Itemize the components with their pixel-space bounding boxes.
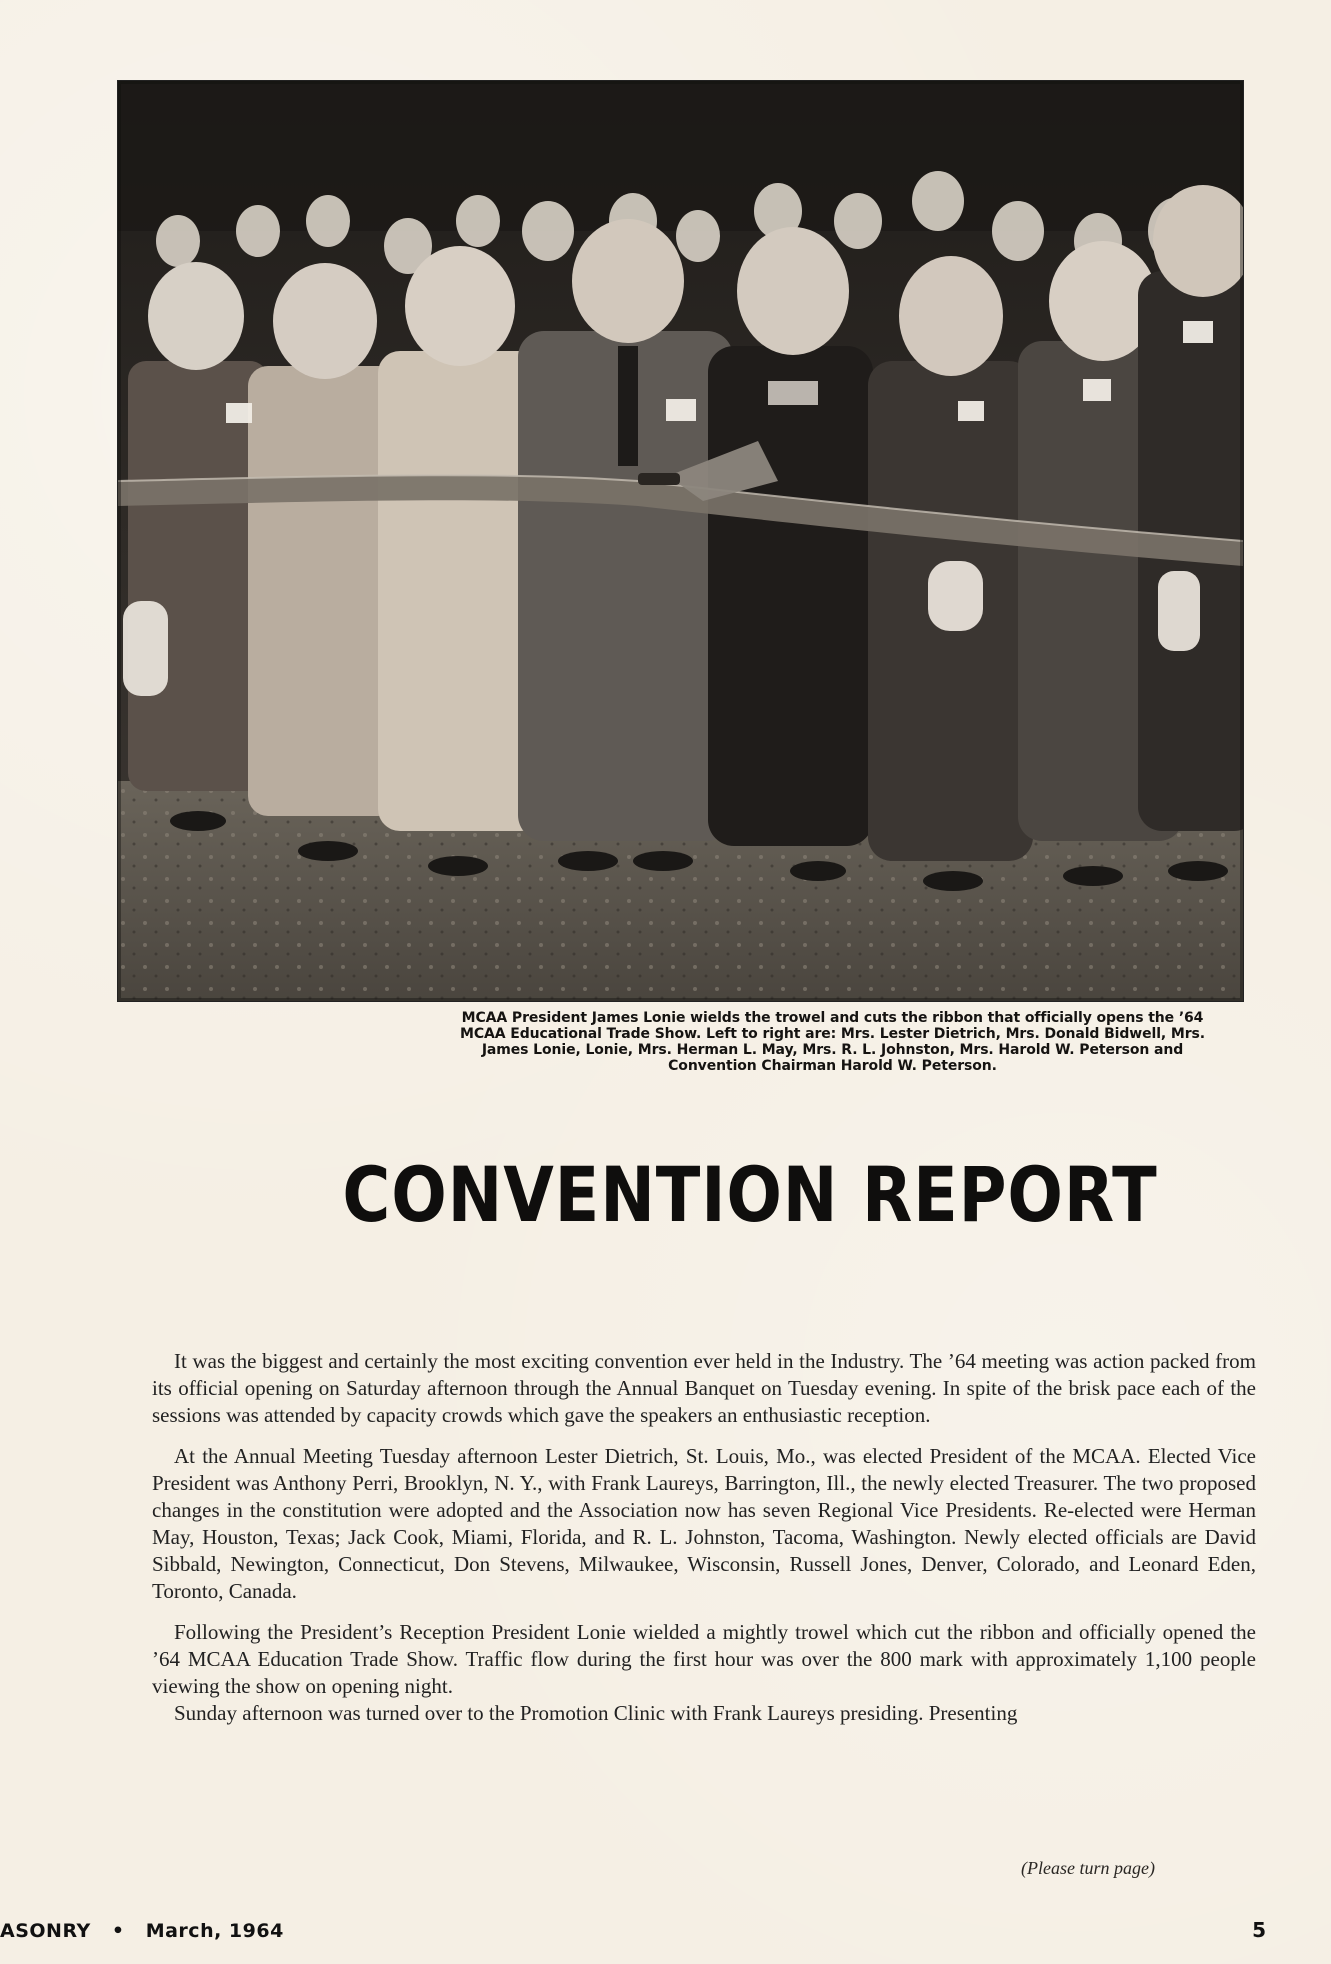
article-body xyxy=(152,1348,1256,1741)
caption-line-1: MCAA President James Lonie wields the trowel and cuts the ribbon that officially opens the ’64 xyxy=(461,1010,1204,1026)
photo-caption xyxy=(415,1010,1250,1074)
footer-publication-date xyxy=(0,1920,284,1942)
caption-line-2: MCAA Educational Trade Show. Left to right are: Mrs. Lester Dietrich, Mrs. Donald Bidwell, Mrs. xyxy=(460,1026,1205,1042)
photo-illustration xyxy=(118,81,1243,1001)
caption-line-3: James Lonie, Lonie, Mrs. Herman L. May, Mrs. R. L. Johnston, Mrs. Harold W. Peterson and xyxy=(481,1042,1184,1058)
publication-name: ASONRY xyxy=(0,1920,91,1942)
article-paragraph-1: It was the biggest and certainly the most exciting convention ever held in the Industry. The ’64 meeting was action packed from its official opening on Saturday afternoon through the Annual Banquet on Tuesday evening. In spite of the brisk pace each of the sessions was attended by capacity crowds which gave the speakers an enthusiastic reception. xyxy=(152,1349,1256,1427)
article-paragraph-4: Sunday afternoon was turned over to the Promotion Clinic with Frank Laureys presiding. Presenting xyxy=(174,1701,1018,1725)
publication-date: March, 1964 xyxy=(145,1920,284,1942)
turn-page-note: (Please turn page) xyxy=(1021,1858,1155,1878)
footer-bullet: • xyxy=(111,1920,125,1942)
caption-line-4: Convention Chairman Harold W. Peterson. xyxy=(668,1058,997,1074)
article-paragraph-3: Following the President’s Reception President Lonie wielded a mightly trowel which cut the ribbon and officially opened the ’64 MCAA Education Trade Show. Traffic flow during the first hour was over the 800 mark with approximately 1,100 people viewing the show on opening night. xyxy=(152,1620,1256,1698)
article-paragraph-2: At the Annual Meeting Tuesday afternoon Lester Dietrich, St. Louis, Mo., was elected President of the MCAA. Elected Vice President was Anthony Perri, Brooklyn, N. Y., with Frank Laureys, Barrington, Ill., the newly elected Treasurer. The two proposed changes in the constitution were adopted and the Association now has seven Regional Vice Presidents. Re-elected were Herman May, Houston, Texas; Jack Cook, Miami, Florida, and R. L. Johnston, Tacoma, Washington. Newly elected officials are David Sibbald, Newington, Connecticut, Don Stevens, Milwaukee, Wisconsin, Russell Jones, Denver, Colorado, and Leonard Eden, Toronto, Canada. xyxy=(152,1444,1256,1603)
ribbon-cutting-photo xyxy=(117,80,1244,1002)
article-headline: CONVENTION REPORT xyxy=(342,1150,1158,1239)
page-number: 5 xyxy=(1252,1918,1266,1942)
